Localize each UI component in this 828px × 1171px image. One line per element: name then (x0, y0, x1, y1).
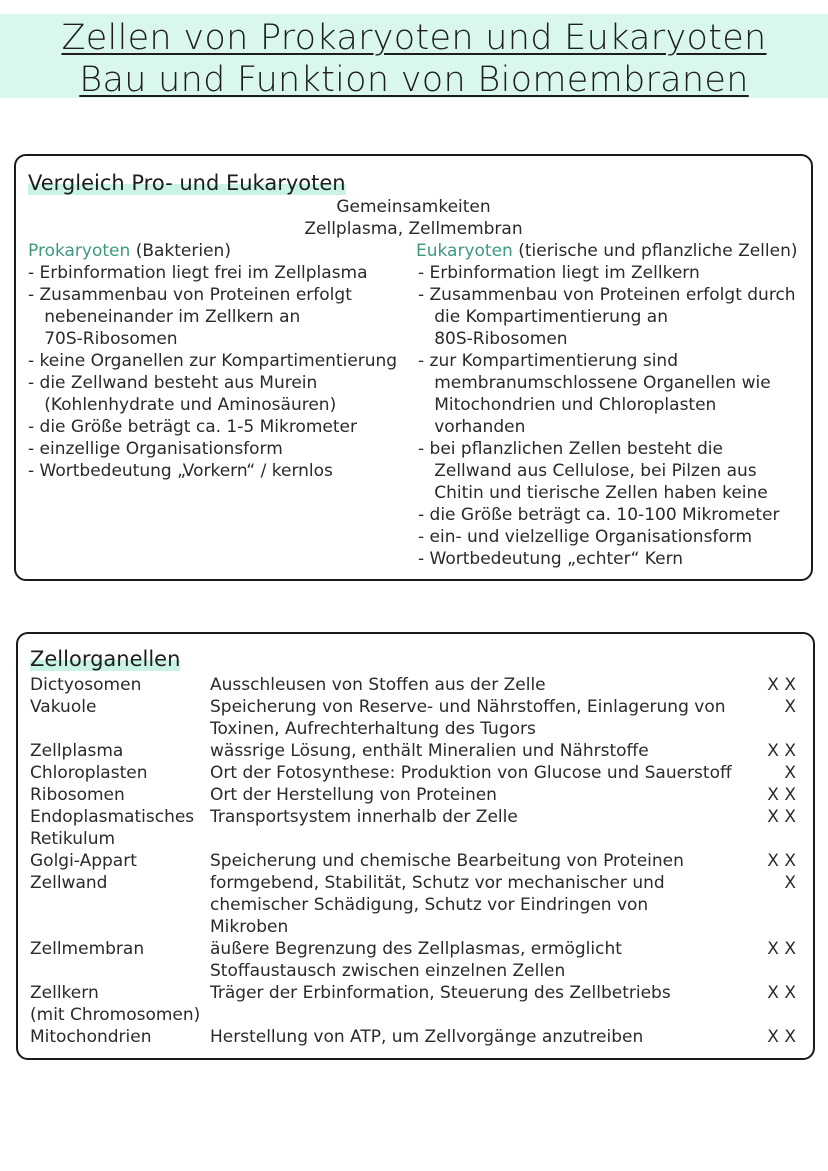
organelle-marks: X X (767, 1027, 796, 1047)
comparison-heading: Vergleich Pro- und Eukaryoten (28, 171, 346, 195)
organelle-description: Ausschleusen von Stoffen aus der Zelle (210, 675, 546, 695)
organelle-name: Vakuole (30, 697, 97, 717)
organelle-description: Herstellung von ATP, um Zellvorgänge anzutreiben (210, 1027, 644, 1047)
organelle-marks: X (784, 763, 796, 783)
organelle-name: Zellmembran (30, 939, 145, 959)
prokaryotes-list-item-line: (Kohlenhydrate und Aminosäuren) (28, 395, 337, 415)
prokaryotes-list-item-line: nebeneinander im Zellkern an (28, 307, 301, 327)
eukaryotes-list-item-line: - die Größe beträgt ca. 10-100 Mikrometer (418, 505, 780, 525)
organelle-description: formgebend, Stabilität, Schutz vor mechanischer und (210, 873, 665, 893)
organelles-box (16, 632, 815, 1060)
eukaryotes-sub: (tierische und pflanzliche Zellen) (512, 241, 798, 261)
organelle-description: Stoffaustausch zwischen einzelnen Zellen (210, 961, 566, 981)
eukaryotes-list-item-line: die Kompartimentierung an (418, 307, 669, 327)
organelle-description: Ort der Herstellung von Proteinen (210, 785, 497, 805)
organelle-description: Ort der Fotosynthese: Produktion von Glucose und Sauerstoff (210, 763, 732, 783)
organelle-name: Zellplasma (30, 741, 124, 761)
eukaryotes-list-item-line: membranumschlossene Organellen wie (418, 373, 771, 393)
prokaryotes-list-item-line: - keine Organellen zur Kompartimentierung (28, 351, 398, 371)
organelles-heading: Zellorganellen (30, 647, 181, 671)
organelle-name: Ribosomen (30, 785, 125, 805)
prokaryotes-list-item-line: - die Größe beträgt ca. 1-5 Mikrometer (28, 417, 357, 437)
prokaryotes-list-item-line: - Zusammenbau von Proteinen erfolgt (28, 285, 352, 305)
prokaryotes-label: Prokaryoten (28, 241, 131, 261)
eukaryotes-list-item-line: - ein- und vielzellige Organisationsform (418, 527, 753, 547)
organelle-marks: X X (767, 939, 796, 959)
eukaryotes-list-item-line: - Wortbedeutung „echter“ Kern (418, 549, 684, 569)
organelle-name: Retikulum (30, 829, 116, 849)
organelle-description: Speicherung von Reserve- und Nährstoffen, Einlagerung von (210, 697, 726, 717)
organelle-name: Endoplasmatisches (30, 807, 195, 827)
eukaryotes-list-item-line: - Erbinformation liegt im Zellkern (418, 263, 700, 283)
organelle-description: Transportsystem innerhalb der Zelle (210, 807, 518, 827)
eukaryotes-list-item-line: Chitin und tierische Zellen haben keine (418, 483, 768, 503)
organelle-description: chemischer Schädigung, Schutz vor Eindringen von (210, 895, 649, 915)
organelle-marks: X (784, 697, 796, 717)
prokaryotes-label-line (28, 240, 231, 262)
eukaryotes-list-item-line: - zur Kompartimentierung sind (418, 351, 678, 371)
prokaryotes-list-item-line: - einzellige Organisationsform (28, 439, 283, 459)
organelle-description: Träger der Erbinformation, Steuerung des Zellbetriebs (210, 983, 671, 1003)
organelle-name: Dictyosomen (30, 675, 142, 695)
prokaryotes-sub: (Bakterien) (130, 241, 231, 261)
organelle-name: Golgi-Appart (30, 851, 137, 871)
organelle-name: Zellkern (30, 983, 99, 1003)
organelle-name: Chloroplasten (30, 763, 148, 783)
prokaryotes-list-item-line: - die Zellwand besteht aus Murein (28, 373, 318, 393)
organelle-marks: X X (767, 983, 796, 1003)
page-title: Zellen von Prokaryoten und Eukaryoten (61, 18, 767, 58)
organelle-description: Speicherung und chemische Bearbeitung von Proteinen (210, 851, 684, 871)
eukaryotes-label: Eukaryoten (416, 241, 513, 261)
eukaryotes-list-item-line: - Zusammenbau von Proteinen erfolgt durch (418, 285, 796, 305)
comparison-box (14, 154, 813, 581)
organelle-marks: X X (767, 741, 796, 761)
eukaryotes-list-item-line: 80S-Ribosomen (418, 329, 568, 349)
organelle-description: Mikroben (210, 917, 289, 937)
eukaryotes-list-item-line: Mitochondrien und Chloroplasten (418, 395, 717, 415)
organelle-marks: X X (767, 675, 796, 695)
eukaryotes-list-item-line: Zellwand aus Cellulose, bei Pilzen aus (418, 461, 757, 481)
organelle-name: Zellwand (30, 873, 108, 893)
organelle-name: (mit Chromosomen) (30, 1005, 201, 1025)
organelle-description: wässrige Lösung, enthält Mineralien und Nährstoffe (210, 741, 649, 761)
organelle-name: Mitochondrien (30, 1027, 152, 1047)
prokaryotes-list-item-line: - Erbinformation liegt frei im Zellplasma (28, 263, 368, 283)
prokaryotes-list-item-line: 70S-Ribosomen (28, 329, 178, 349)
organelle-description: äußere Begrenzung des Zellplasmas, ermöglicht (210, 939, 622, 959)
common-text: Zellplasma, Zellmembran (304, 219, 523, 239)
organelle-marks: X X (767, 785, 796, 805)
common-heading: Gemeinsamkeiten (336, 197, 491, 217)
organelle-marks: X (784, 873, 796, 893)
organelle-description: Toxinen, Aufrechterhaltung des Tugors (210, 719, 536, 739)
page-subtitle: Bau und Funktion von Biomembranen (79, 60, 749, 100)
eukaryotes-list-item-line: - bei pflanzlichen Zellen besteht die (418, 439, 723, 459)
organelle-marks: X X (767, 807, 796, 827)
organelle-marks: X X (767, 851, 796, 871)
prokaryotes-list-item-line: - Wortbedeutung „Vorkern“ / kernlos (28, 461, 333, 481)
eukaryotes-list-item-line: vorhanden (418, 417, 526, 437)
eukaryotes-label-line (416, 240, 798, 262)
